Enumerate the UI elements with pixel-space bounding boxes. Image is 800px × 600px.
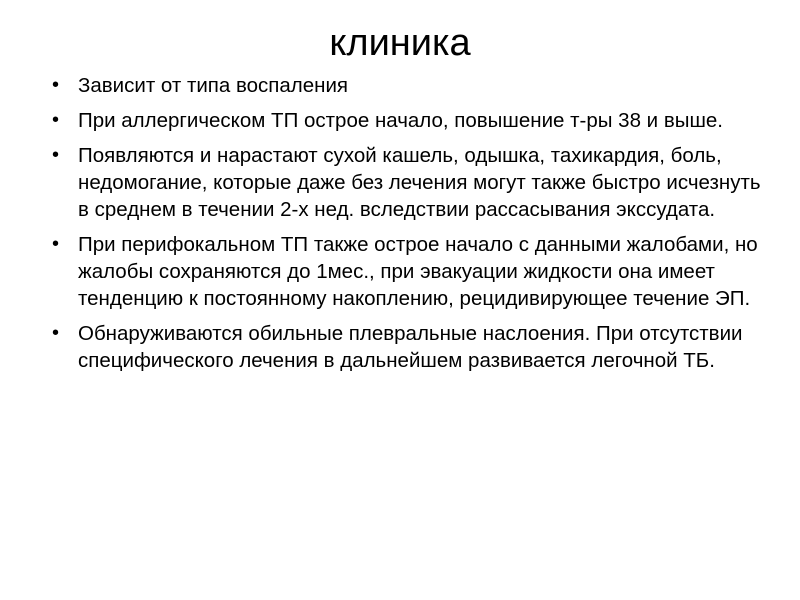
bullet-text: Обнаруживаются обильные плевральные наслоения. При отсутствии специфического лечения в дальнейшем развивается легочной ТБ. (78, 322, 743, 372)
bullet-item (52, 107, 764, 134)
bullet-text: Появляются и нарастают сухой кашель, одышка, тахикардия, боль, недомогание, которые даже без лечения могут также быстро исчезнуть в среднем в течении 2-х нед. вследствии рассасывания экссудата. (78, 144, 761, 221)
bullet-dot-icon: • (52, 322, 60, 344)
bullet-dot-icon: • (52, 144, 60, 166)
bullet-dot-icon: • (52, 109, 60, 131)
bullet-dot-icon: • (52, 74, 60, 96)
bullet-item (52, 231, 764, 312)
bullet-item (52, 320, 764, 374)
bullet-dot-icon: • (52, 233, 60, 255)
bullet-item (52, 72, 764, 99)
bullet-list (52, 72, 764, 382)
bullet-text: При аллергическом ТП острое начало, повышение т-ры 38 и выше. (78, 109, 723, 132)
bullet-text: Зависит от типа воспаления (78, 74, 349, 97)
slide-title: клиника (329, 22, 471, 64)
bullet-text: При перифокальном ТП также острое начало с данными жалобами, но жалобы сохраняются до 1мес., при эвакуации жидкости она имеет тенденцию к постоянному накоплению, рецидивирующее течение ЭП. (78, 233, 758, 310)
bullet-item (52, 142, 764, 223)
